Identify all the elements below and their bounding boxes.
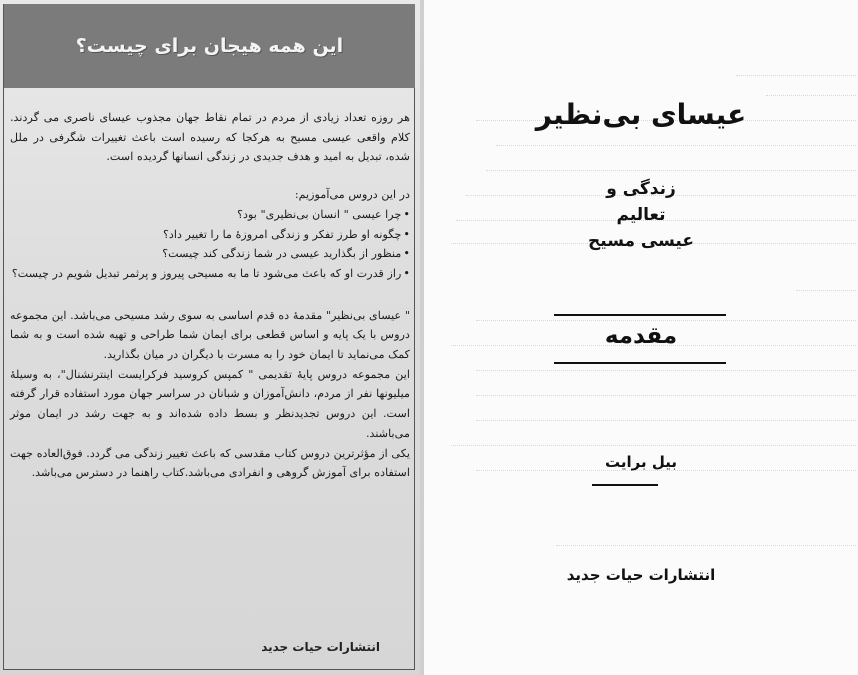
description-paragraph: این مجموعه دروس پایهٔ تقدیمی " کمپس کروسید فرکرایست اینترنشنال"، به وسیلهٔ میلیونها نفر از مردم، دانش‌آموزان و شبانان در سراسر جهان مورد استفاده قرار گرفته است. این دروس تجدیدنظر و بسط داده شده‌اند و به جهت رشد در ایمان موثر می‌باشند. xyxy=(10,367,410,440)
section-rule-top xyxy=(554,314,726,316)
question-item: • منظور از بگذارید عیسی در شما زندگی کند چیست؟ xyxy=(10,244,410,264)
back-cover-header xyxy=(4,4,415,88)
description-paragraph: " عیسای بی‌نظیر" مقدمهٔ ده قدم اساسی به سوی رشد مسیحی می‌باشد. این مجموعه دروس با یک پایه و اساس قطعی برای ایمان شما طراحی و تهیه شده است و به شما کمک می‌نماید تا ایمان خود را به مسرت با دیگران در میان بگذارید. xyxy=(10,308,410,362)
intro-paragraph: هر روزه تعداد زیادی از مردم در تمام نقاط جهان مجذوب عیسای ناصری می گردند. کلام واقعی عیسی مسیح به هرکجا که رسیده است باعث تغییرات شگرفی در ملل شده، تبدیل به امید و هدف جدیدی در زندگی انسانها گردیده است. xyxy=(10,111,410,164)
book-title: عیسای بی‌نظیر xyxy=(535,98,747,131)
question-item: • چگونه او طرز تفکر و زندگی امروزهٔ ما را تغییر داد؟ xyxy=(10,225,410,245)
book-subtitle xyxy=(424,176,858,254)
back-cover-title: این همه هیجان برای چیست؟ xyxy=(75,35,344,57)
author-rule xyxy=(592,484,658,486)
question-item: • راز قدرت او که باعث می‌شود تا ما به مسیحی پیروز و پرثمر تبدیل شویم در چیست؟ xyxy=(10,264,410,284)
question-item: • چرا عیسی " انسان بی‌نظیری" بود؟ xyxy=(10,205,410,225)
subtitle-line: تعالیم xyxy=(616,205,666,225)
title-page xyxy=(424,0,858,675)
back-cover-body xyxy=(10,108,410,483)
back-cover-publisher: انتشارات حیات جدید xyxy=(261,640,380,654)
subtitle-line: عیسی مسیح xyxy=(588,231,694,251)
lessons-intro: در این دروس می‌آموزیم: xyxy=(294,188,410,202)
title-page-publisher: انتشارات حیات جدید xyxy=(566,566,716,584)
section-rule-bottom xyxy=(554,362,726,364)
section-title: مقدمه xyxy=(604,323,678,349)
question-list xyxy=(10,205,410,284)
title-page-content xyxy=(424,0,858,675)
description-paragraph: یکی از مؤثرترین دروس کتاب مقدسی که باعث تغییر زندگی می گردد. فوق‌العاده جهت استفاده برای آموزش گروهی و انفرادی می‌باشد.کتاب راهنما در دسترس می‌باشد. xyxy=(10,446,410,480)
author-name: بیل برایت xyxy=(605,453,677,471)
back-cover-page xyxy=(0,0,421,675)
subtitle-line: زندگی و xyxy=(606,179,676,199)
